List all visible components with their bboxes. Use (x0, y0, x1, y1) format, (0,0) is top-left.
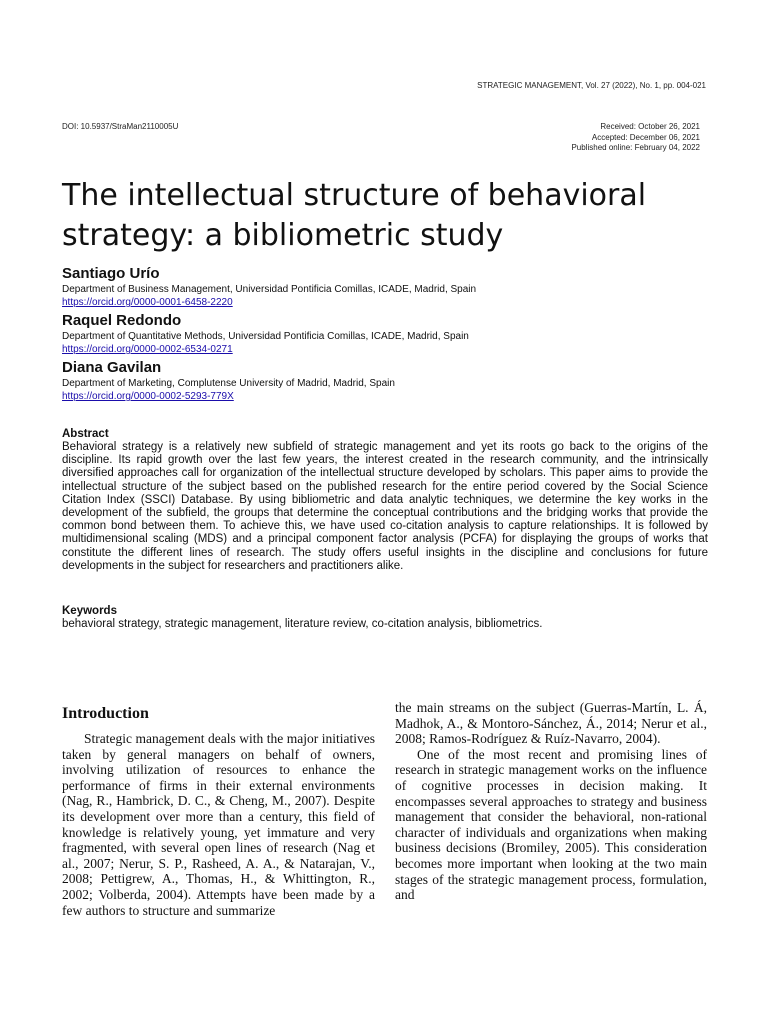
author-name: Raquel Redondo (62, 312, 182, 329)
publication-dates (571, 122, 700, 154)
abstract-heading: Abstract (62, 428, 109, 440)
author-list (62, 264, 722, 405)
abstract-text: Behavioral strategy is a relatively new subfield of strategic management and yet its roots go back to the origins of the discipline. Its rapid growth over the last few years, the interest created in the research community, and the intrinsically diversified approaches call for organization of the intellectual structure developed by scholars. This paper aims to provide the intellectual structure of the subject based on the published research for the entire period covered by the Social Science Citation Index (SSCI) Database. By using bibliometric and data analytic techniques, we determine the key works in the development of the subfield, the groups that determine the conceptual contributions and the bridging works that provide the common bond between them. To achieve this, we have used co-citation analysis to capture relationships. It is followed by multidimensional scaling (MDS) and a principal component factor analysis (PCFA) for displaying the groups of works that constitute the different lines of research. The study offers useful insights in the discipline and conclusions for future developments in the subject for researchers and practitioners alike. (62, 441, 708, 572)
received-date: Received: October 26, 2021 (600, 122, 700, 131)
title-line-1: The intellectual structure of behavioral (62, 178, 647, 213)
orcid-link[interactable]: https://orcid.org/0000-0002-6534-0271 (62, 344, 233, 355)
author-affiliation: Department of Business Management, Universidad Pontificia Comillas, ICADE, Madrid, Spain (62, 284, 477, 295)
author-affiliation: Department of Quantitative Methods, Universidad Pontificia Comillas, ICADE, Madrid, Spain (62, 331, 469, 342)
body-column-right (395, 700, 707, 903)
keywords-heading: Keywords (62, 605, 117, 617)
body-paragraph: One of the most recent and promising lines of research in strategic management works on the influence of cognitive processes in decision making. It encompasses several approaches to strategy and business management that consider the behavioral, non-rational character of individuals and organizations when making business decisions (Bromiley, 2005). This consideration becomes more important when looking at the two main stages of the strategic management process, formulation, and (395, 746, 707, 903)
accepted-date: Accepted: December 06, 2021 (591, 132, 700, 142)
orcid-link[interactable]: https://orcid.org/0000-0002-5293-779X (62, 391, 234, 402)
keywords-text: behavioral strategy, strategic management, literature review, co-citation analysis, bibliometrics. (62, 618, 543, 630)
published-date: Published online: February 04, 2022 (571, 143, 700, 152)
body-column-left (62, 705, 375, 918)
paper-title (62, 176, 722, 256)
author-block (62, 264, 722, 309)
introduction-heading: Introduction (62, 705, 149, 722)
abstract-section (62, 428, 708, 573)
author-block (62, 358, 722, 403)
author-affiliation: Department of Marketing, Complutense University of Madrid, Madrid, Spain (62, 378, 395, 389)
body-paragraph: the main streams on the subject (Guerras-Martín, L. Á, Madhok, A., & Montoro-Sánchez, Á., 2014; Nerur et al., 2008; Ramos-Rodríguez & Ruíz-Navarro, 2004). (395, 700, 707, 747)
keywords-section (62, 605, 708, 632)
author-block (62, 311, 722, 356)
body-paragraph: Strategic management deals with the major initiatives taken by general managers on behalf of owners, involving utilization of resources to enhance the performance of firms in their external environments (Nag, R., Hambrick, D. C., & Cheng, M., 2007). Despite its development over more than a century, this field of knowledge is relatively young, yet immature and very fragmented, with several open lines of research (Nag et al., 2007; Nerur, S. P., Rasheed, A. A., & Natarajan, V., 2008; Pettigrew, A., Thomas, H., & Whittington, R., 2002; Volberda, 2004). Attempts have been made by a few authors to structure and summarize (62, 731, 375, 918)
title-line-2: strategy: a bibliometric study (62, 218, 504, 253)
orcid-link[interactable]: https://orcid.org/0000-0001-6458-2220 (62, 297, 233, 308)
author-name: Santiago Urío (62, 265, 160, 282)
author-name: Diana Gavilan (62, 359, 162, 376)
journal-citation: STRATEGIC MANAGEMENT, Vol. 27 (2022), No. 1, pp. 004-021 (477, 81, 706, 90)
doi: DOI: 10.5937/StraMan2110005U (62, 122, 179, 131)
